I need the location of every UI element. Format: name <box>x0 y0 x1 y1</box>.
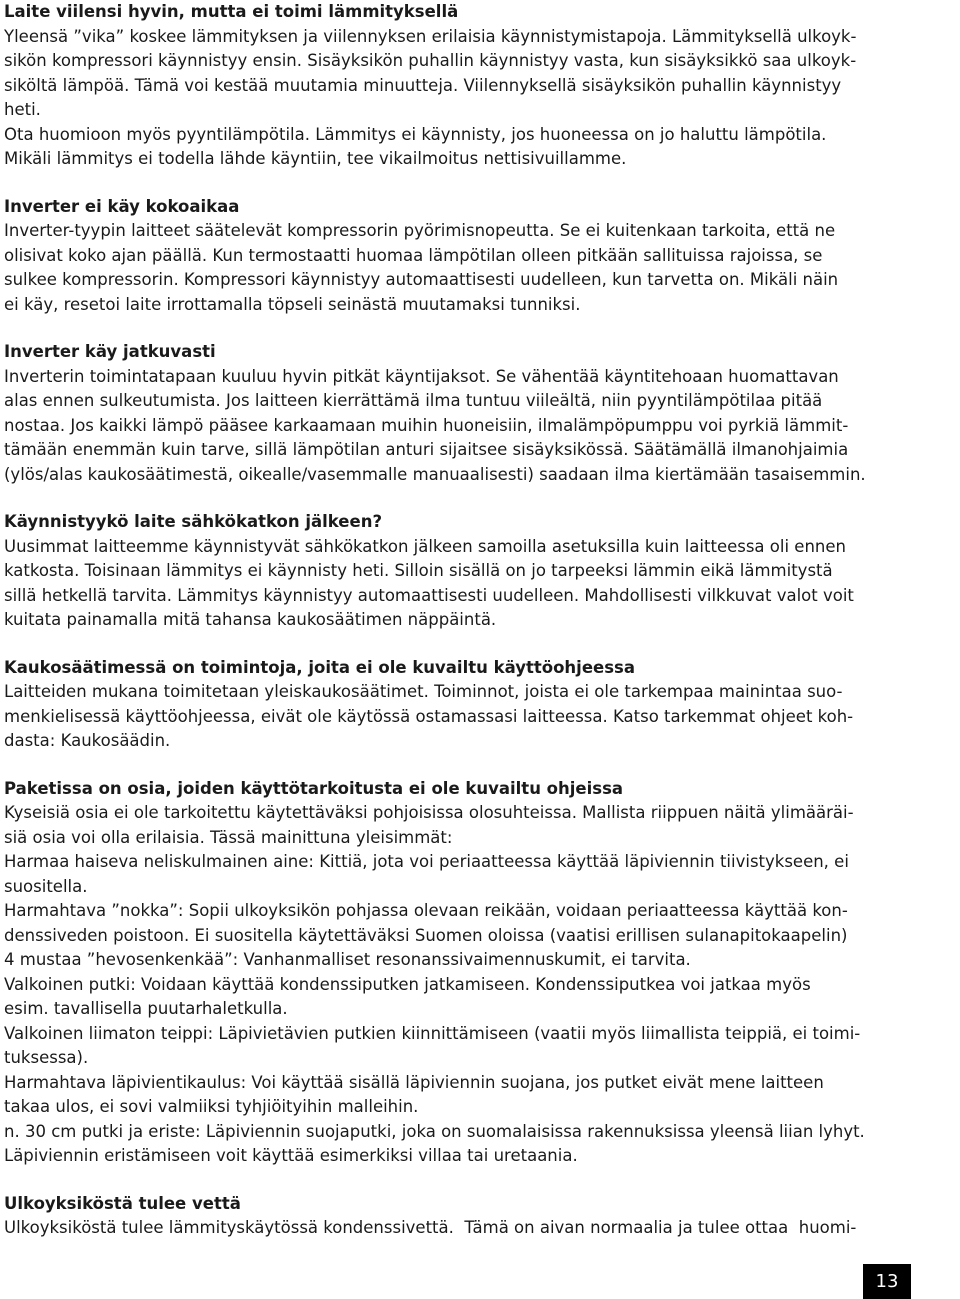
paragraph-line: Laitteiden mukana toimitetaan yleiskaukosäätimet. Toiminnot, joista ei ole tarkempaa mainintaa suo- <box>4 682 843 701</box>
paragraph-line: Inverter-tyypin laitteet säätelevät kompressorin pyörimisnopeutta. Se ei kuitenkaan tarkoita, että ne <box>4 221 836 240</box>
paragraph-line: Ota huomioon myös pyyntilämpötila. Lämmitys ei käynnisty, jos huoneessa on jo haluttu lämpötila. <box>4 124 827 144</box>
paragraph-line: Uusimmat laitteemme käynnistyvät sähkökatkon jälkeen samoilla asetuksilla kuin laitteessa oli ennen <box>4 536 846 556</box>
section-heading: Laite viilensi hyvin, mutta ei toimi lämmityksellä <box>4 2 459 21</box>
paragraph-line: Yleensä ”vika” koskee lämmityksen ja viilennyksen erilaisia käynnistymistapoja. Lämmityksellä ulkoyk- <box>4 26 857 46</box>
paragraph-line: takaa ulos, ei sovi valmiiksi tyhjiöityihin malleihin. <box>4 1097 419 1116</box>
paragraph-line: Valkoinen putki: Voidaan käyttää kondenssiputken jatkamiseen. Kondenssiputkea voi jatkaa myös <box>4 974 811 994</box>
paragraph-line: Läpiviennin eristämiseen voit käyttää esimerkiksi villaa tai uretaania. <box>4 1146 578 1165</box>
section-heating-not-working <box>4 0 952 172</box>
paragraph-line: 4 mustaa ”hevosenkenkää”: Vanhanmalliset resonanssivaimennuskumit, ei tarvita. <box>4 950 691 969</box>
paragraph-line: olisivat koko ajan päällä. Kun termostaatti huomaa lämpötilan olleen pitkään sallituissa rajoissa, se <box>4 245 823 265</box>
section-package-parts <box>4 777 952 1169</box>
paragraph-line: alas ennen sulkeutumista. Jos laitteen kierrättämä ilma tuntuu viileältä, niin pyyntilämpötilaa pitää <box>4 391 823 410</box>
paragraph-line: dasta: Kaukosäädin. <box>4 731 171 750</box>
paragraph-line: sulkee kompressorin. Kompressori käynnistyy automaattisesti uudelleen, kun tarvetta on. Mikäli näin <box>4 270 839 289</box>
section-water-from-outdoor-unit <box>4 1192 952 1241</box>
paragraph-line: siköltä lämpöä. Tämä voi kestää muutamia minuutteja. Viilennyksellä sisäyksikön puhallin käynnistyy <box>4 75 842 95</box>
section-heading: Inverter käy jatkuvasti <box>4 342 216 361</box>
paragraph-line: (ylös/alas kaukosäätimestä, oikealle/vasemmalle manuaalisesti) saadaan ilma kiertämään tasaisemmin. <box>4 464 866 484</box>
paragraph-line: Kyseisiä osia ei ole tarkoitettu käytettäväksi pohjoisissa olosuhteissa. Mallista riippuen näitä ylimääräi- <box>4 803 854 822</box>
paragraph-line: suositella. <box>4 876 88 896</box>
paragraph-line: Valkoinen liimaton teippi: Läpivietävien putkien kiinnittämiseen (vaatii myös liimallista teippiä, ei toimi- <box>4 1023 861 1043</box>
paragraph-line: Harmahtava läpivientikaulus: Voi käyttää sisällä läpiviennin suojana, jos putket eivät mene laitteen <box>4 1072 824 1092</box>
section-heading: Ulkoyksiköstä tulee vettä <box>4 1193 241 1213</box>
paragraph-line: sikön kompressori käynnistyy ensin. Sisäyksikön puhallin käynnistyy vasta, kun sisäyksikkö saa ulkoyk- <box>4 51 857 70</box>
paragraph-line: nostaa. Jos kaikki lämpö pääsee karkaamaan muihin huoneisiin, ilmalämpöpumppu voi pyrkiä lämmit- <box>4 415 849 435</box>
paragraph-line: Mikäli lämmitys ei todella lähde käyntiin, tee vikailmoitus nettisivuillamme. <box>4 149 627 168</box>
section-inverter-continuous <box>4 340 952 487</box>
paragraph-line: esim. tavallisella puutarhaletkulla. <box>4 999 288 1018</box>
section-heading: Inverter ei käy kokoaikaa <box>4 196 240 216</box>
paragraph-line: sillä hetkellä tarvita. Lämmitys käynnistyy automaattisesti uudelleen. Mahdollisesti vilkkuvat valot voit <box>4 585 854 605</box>
paragraph-line: heti. <box>4 100 41 119</box>
paragraph-line: menkielisessä käyttöohjeessa, eivät ole käytössä ostamassasi laitteessa. Katso tarkemmat ohjeet koh- <box>4 706 854 726</box>
paragraph-line: Harmahtava ”nokka”: Sopii ulkoyksikön pohjassa olevaan reikään, voidaan periaatteessa käyttää kon- <box>4 901 848 920</box>
section-heading: Kaukosäätimessä on toimintoja, joita ei ole kuvailtu käyttöohjeessa <box>4 657 635 677</box>
page-number-badge: 13 <box>863 1264 911 1299</box>
section-power-outage <box>4 510 952 633</box>
paragraph-line: ei käy, resetoi laite irrottamalla töpseli seinästä muutamaksi tunniksi. <box>4 294 581 314</box>
paragraph-line: tuksessa). <box>4 1048 89 1067</box>
paragraph-line: kuitata painamalla mitä tahansa kaukosäätimen näppäintä. <box>4 610 497 629</box>
paragraph-line: Harmaa haiseva neliskulmainen aine: Kittiä, jota voi periaatteessa käyttää läpiviennin tiivistykseen, ei <box>4 852 849 871</box>
paragraph-line: Inverterin toimintatapaan kuuluu hyvin pitkät käyntijaksot. Se vähentää käyntitehoaan huomattavan <box>4 366 839 386</box>
section-remote-functions <box>4 656 952 754</box>
section-heading: Käynnistyykö laite sähkökatkon jälkeen? <box>4 512 383 531</box>
paragraph-line: siä osia voi olla erilaisia. Tässä mainittuna yleisimmät: <box>4 827 453 847</box>
section-heading: Paketissa on osia, joiden käyttötarkoitusta ei ole kuvailtu ohjeissa <box>4 778 624 798</box>
paragraph-line: n. 30 cm putki ja eriste: Läpiviennin suojaputki, joka on suomalaisissa rakennuksissa yleensä liian lyhyt. <box>4 1121 865 1141</box>
section-inverter-not-running <box>4 195 952 318</box>
paragraph-line: katkosta. Toisinaan lämmitys ei käynnisty heti. Silloin sisällä on jo tarpeeksi lämmin eikä lämmitystä <box>4 561 833 580</box>
paragraph-line: tämään enemmän kuin tarve, sillä lämpötilan anturi sijaitsee sisäyksikössä. Säätämällä ilmanohjaimia <box>4 440 849 459</box>
paragraph-line: Ulkoyksiköstä tulee lämmityskäytössä kondenssivettä. Tämä on aivan normaalia ja tulee ottaa huomi- <box>4 1218 857 1237</box>
paragraph-line: denssiveden poistoon. Ei suositella käytettäväksi Suomen oloissa (vaatisi erillisen sulanapitokaapelin) <box>4 925 848 945</box>
document-body <box>4 0 952 1241</box>
